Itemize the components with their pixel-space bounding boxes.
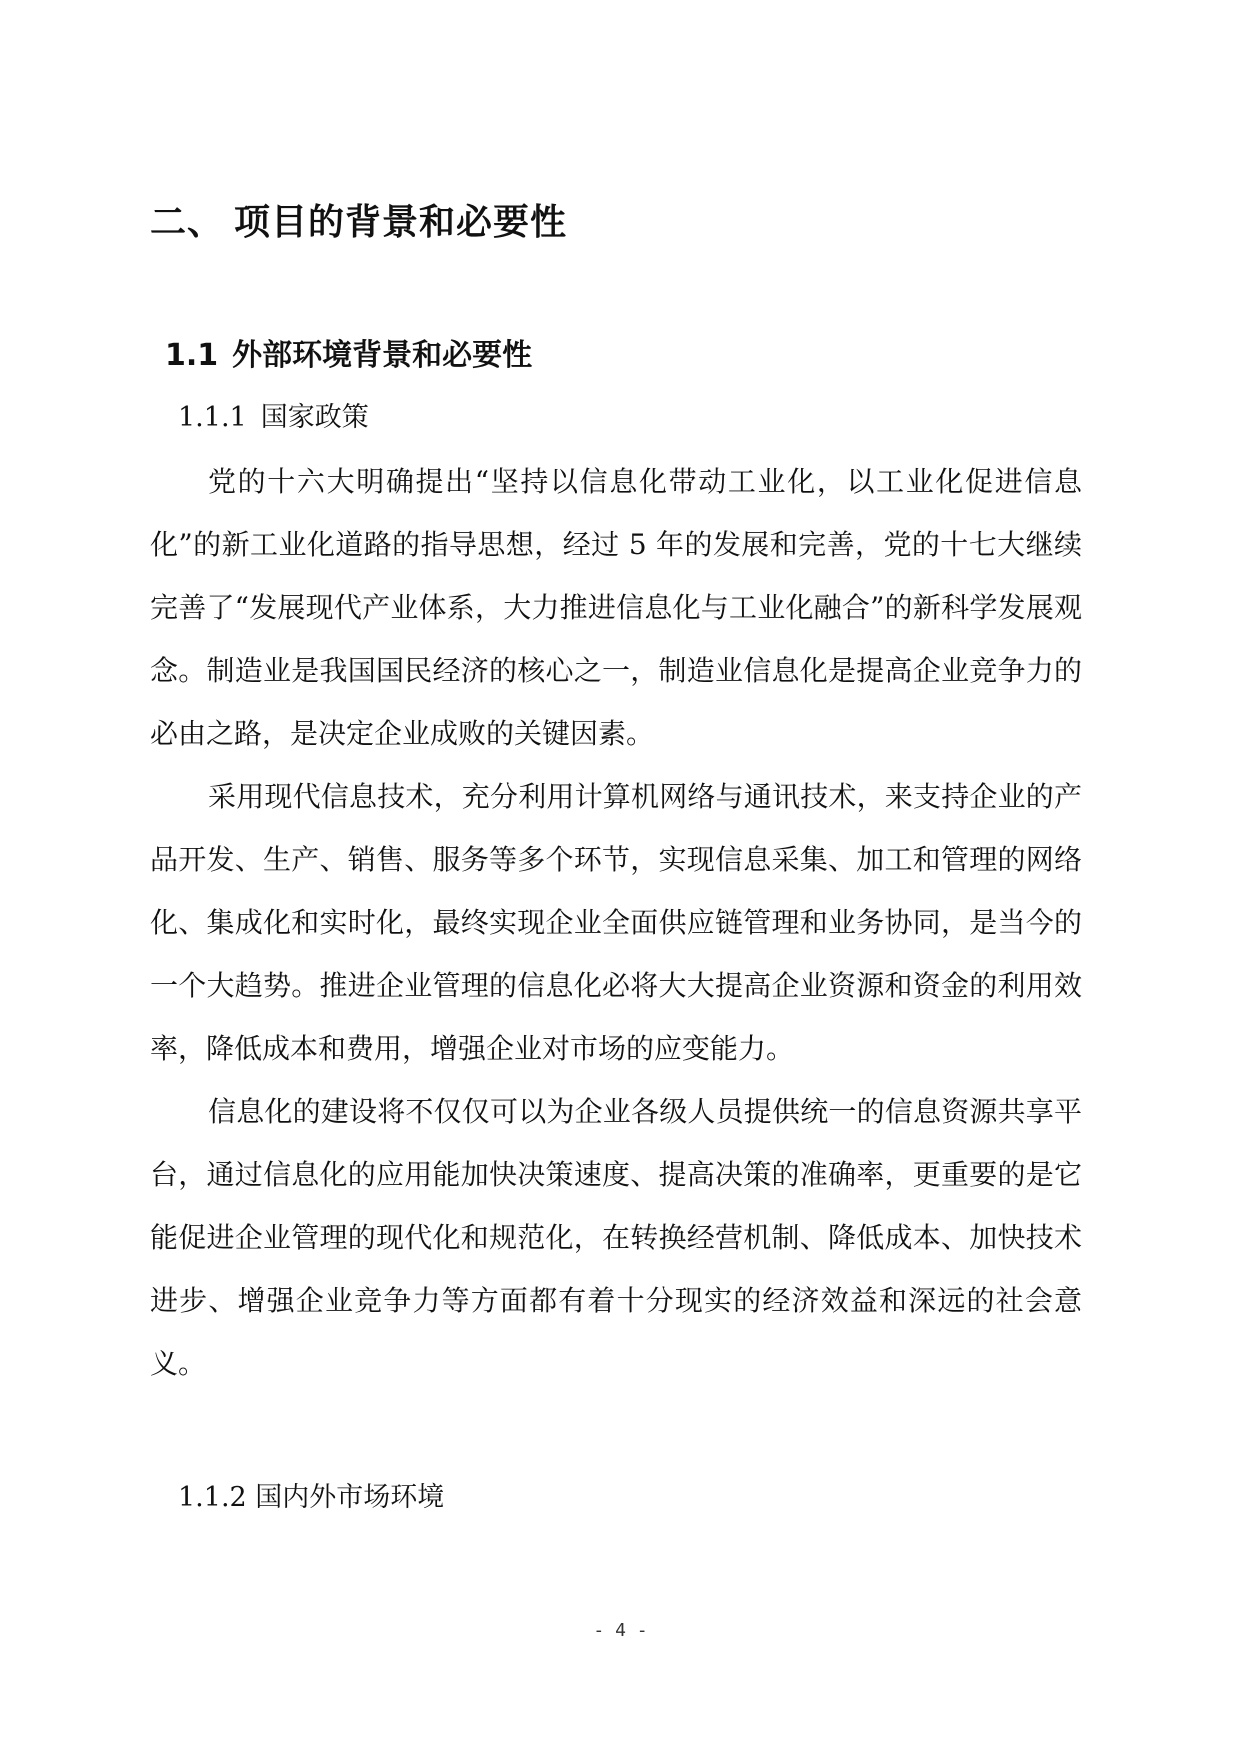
body-paragraph-3: 信息化的建设将不仅仅可以为企业各级人员提供统一的信息资源共享平台，通过信息化的应用能加快决策速度、提高决策的准确率，更重要的是它能促进企业管理的现代化和规范化，在转换经营机制、降低成本、加快技术进步、增强企业竞争力等方面都有着十分现实的经济效益和深远的社会意义。 [150, 1095, 1082, 1380]
subsection-title: 国家政策 [260, 402, 369, 433]
section-title: 外部环境背景和必要性 [232, 338, 533, 373]
chapter-title: 项目的背景和必要性 [234, 202, 568, 243]
body-paragraph-1: 党的十六大明确提出“坚持以信息化带动工业化，以工业化促进信息化”的新工业化道路的指导思想，经过 5 年的发展和完善，党的十七大继续完善了“发展现代产业体系，大力推进信息化与工业化融合”的新科学发展观念。制造业是我国国民经济的核心之一，制造业信息化是提高企业竞争力的必由之路，是决定企业成败的关键因素。 [150, 465, 1082, 750]
page-number: - 4 - [593, 1620, 648, 1641]
subsection-number: 1.1.1 [178, 402, 247, 433]
subsection-title: 1.1.2 国内外市场环境 [178, 1482, 445, 1513]
chapter-heading [150, 194, 567, 245]
section-number: 1.1 [165, 338, 219, 373]
subsection-heading-policy [178, 395, 369, 434]
subsection-heading-market [178, 1475, 444, 1514]
body-paragraph-2: 采用现代信息技术，充分利用计算机网络与通讯技术，来支持企业的产品开发、生产、销售、服务等多个环节，实现信息采集、加工和管理的网络化、集成化和实时化，最终实现企业全面供应链管理和业务协同，是当今的一个大趋势。推进企业管理的信息化必将大大提高企业资源和资金的利用效率，降低成本和费用，增强企业对市场的应变能力。 [150, 780, 1082, 1065]
chapter-number: 二、 [150, 202, 225, 243]
section-heading [165, 330, 532, 374]
